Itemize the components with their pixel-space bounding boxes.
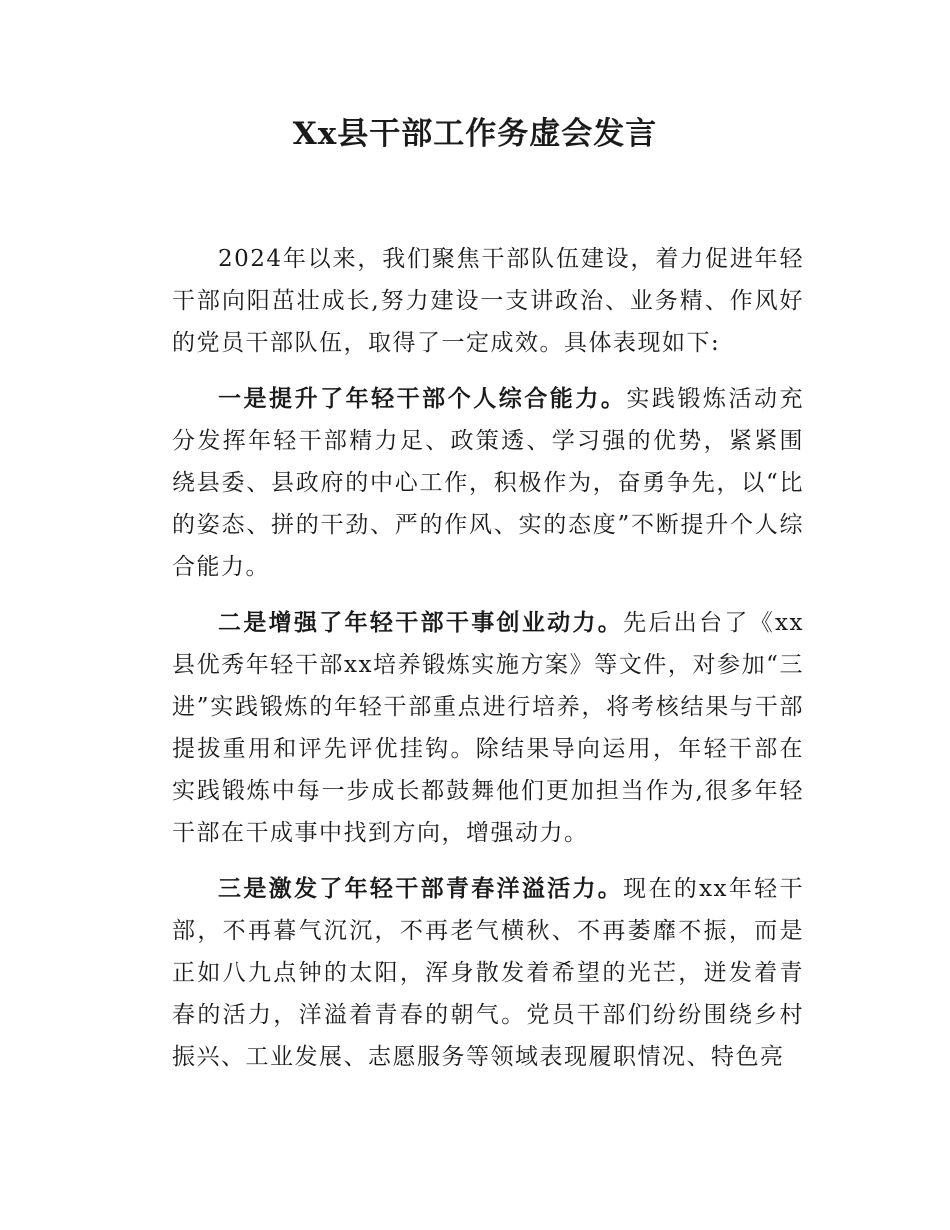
paragraph-point-3 [172, 868, 804, 1078]
paragraph-intro [172, 238, 804, 364]
paragraph-text: 2024年以来，我们聚焦干部队伍建设，着力促进年轻干部向阳茁壮成长,努力建设一支讲政治、业务精、作风好的党员干部队伍，取得了一定成效。具体表现如下: [172, 246, 804, 356]
document-body [172, 238, 804, 1092]
paragraph-point-1 [172, 378, 804, 588]
paragraph-point-2 [172, 602, 804, 854]
paragraph-text: 现在的xx年轻干部，不再暮气沉沉，不再老气横秋、不再萎靡不振，而是正如八九点钟的太阳，浑身散发着希望的光芒，迸发着青春的活力，洋溢着青春的朝气。党员干部们纷纷围绕乡村振兴、工业发展、志愿服务等领域表现履职情况、特色亮 [172, 876, 804, 1070]
paragraph-text: 实践锻炼活动充分发挥年轻干部精力足、政策透、学习强的优势，紧紧围绕县委、县政府的中心工作，积极作为，奋勇争先，以“比的姿态、拼的干劲、严的作风、实的态度”不断提升个人综合能力。 [172, 386, 805, 580]
paragraph-lead: 三是激发了年轻干部青春洋溢活力。 [218, 875, 624, 902]
paragraph-lead: 一是提升了年轻干部个人综合能力。 [218, 385, 627, 412]
paragraph-lead: 二是增强了年轻干部干事创业动力。 [218, 609, 624, 636]
paragraph-text: 先后出台了《xx县优秀年轻干部xx培养锻炼实施方案》等文件，对参加“三进”实践锻炼的年轻干部重点进行培养，将考核结果与干部提拔重用和评先评优挂钩。除结果导向运用，年轻干部在实践锻炼中每一步成长都鼓舞他们更加担当作为,很多年轻干部在干成事中找到方向，增强动力。 [172, 610, 804, 846]
document-title: Xx县干部工作务虚会发言 [292, 116, 658, 152]
